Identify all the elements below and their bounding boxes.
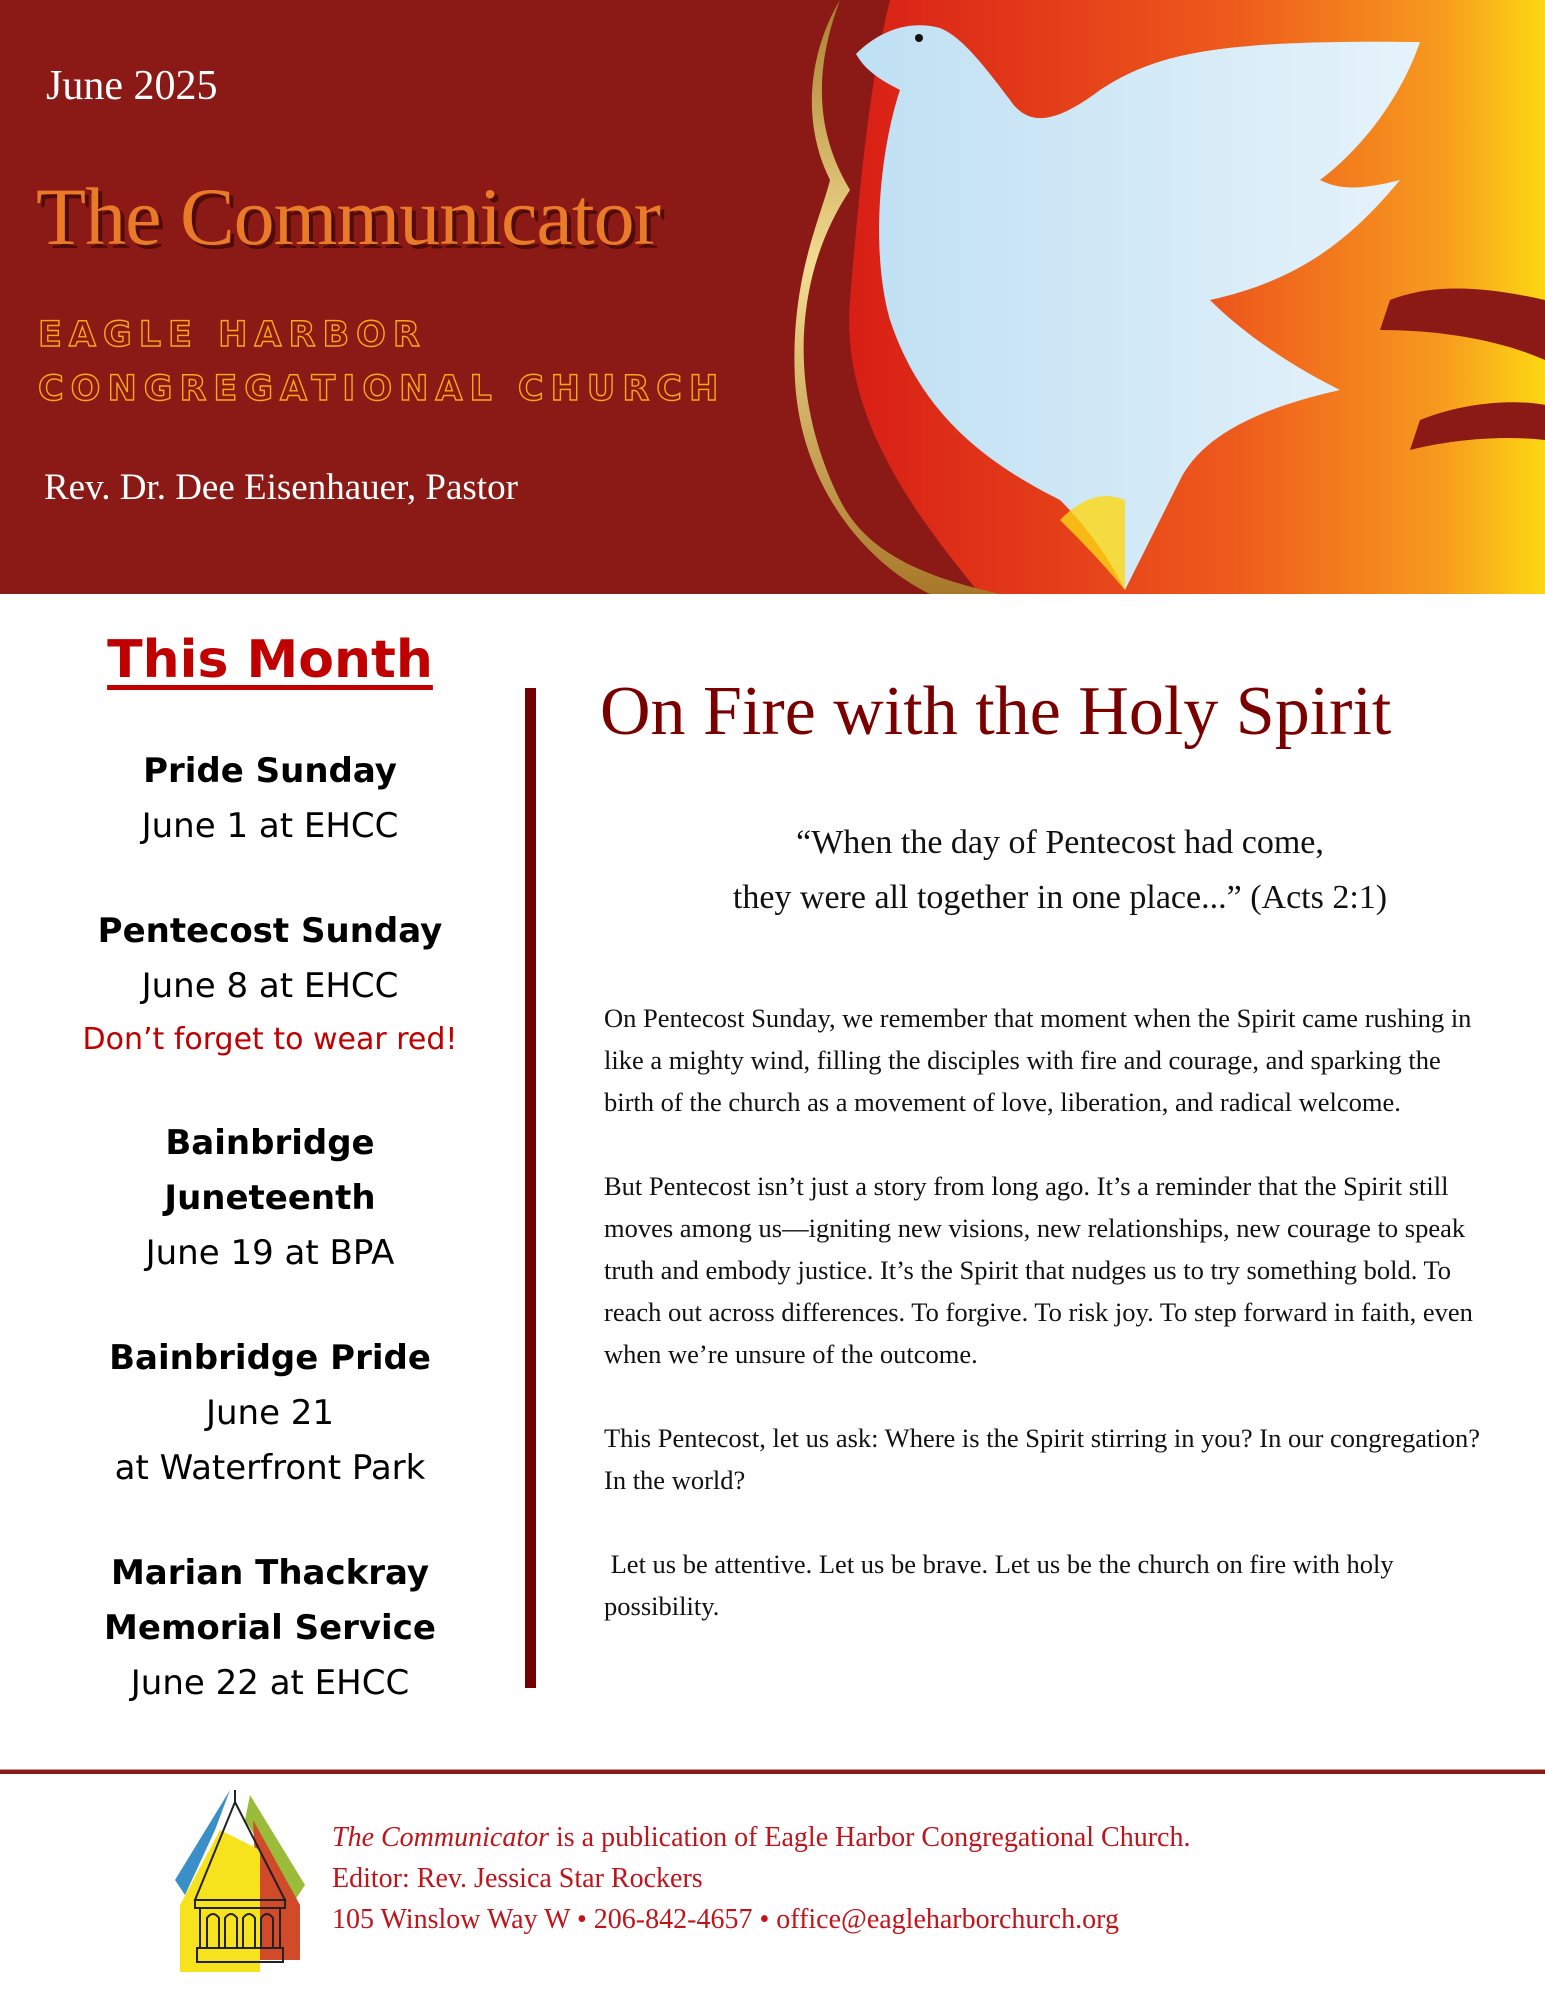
event-item (0, 1116, 540, 1281)
publication-info (332, 1817, 1190, 1940)
quote-line: they were all together in one place...” (Acts 2:1) (732, 879, 1388, 916)
event-detail: at Waterfront Park (114, 1448, 426, 1488)
this-month-column (0, 630, 540, 1761)
article-body (604, 997, 1494, 1669)
masthead-banner (0, 0, 1545, 594)
event-detail: June 19 at BPA (145, 1233, 395, 1273)
event-item (0, 744, 540, 854)
event-title: Bainbridge Pride (109, 1338, 431, 1378)
church-steeple-logo-icon (175, 1790, 305, 1972)
pastor-name: Rev. Dr. Dee Eisenhauer, Pastor (44, 467, 518, 508)
article-paragraph: But Pentecost isn’t just a story from long ago. It’s a reminder that the Spirit still moves among us—igniting new visions, new relationships, new courage to speak truth and embody justice. It’s the Spirit that nudges us to try something bold. To reach out across differences. To forgive. To risk joy. To step forward in faith, even when we’re unsure of the outcome. (604, 1171, 1473, 1369)
publication-name: The Communicator (332, 1822, 549, 1853)
footer-divider (0, 1769, 1545, 1774)
event-note: Don’t forget to wear red! (82, 1022, 458, 1057)
column-divider (525, 688, 536, 1688)
event-item (0, 1331, 540, 1496)
church-name (38, 308, 725, 416)
article-paragraph: On Pentecost Sunday, we remember that moment when the Spirit came rushing in like a mighty wind, filling the disciples with fire and courage, and sparking the birth of the church as a movement of love, liberation, and radical welcome. (604, 1003, 1472, 1117)
newsletter-title: The Communicator (36, 171, 660, 262)
event-title: Juneteenth (164, 1178, 376, 1218)
this-month-heading: This Month (107, 630, 433, 690)
church-name-line2: CONGREGATIONAL CHURCH (38, 369, 726, 409)
issue-date: June 2025 (46, 63, 218, 109)
contact-line: 105 Winslow Way W • 206-842-4657 • office@eagleharborchurch.org (332, 1904, 1119, 1935)
event-item (0, 1546, 540, 1711)
event-title: Memorial Service (104, 1608, 436, 1648)
event-item (0, 904, 540, 1066)
event-title: Bainbridge (165, 1123, 375, 1163)
event-detail: June 1 at EHCC (141, 806, 399, 846)
scripture-quote (600, 815, 1520, 925)
dove-and-flames-icon (780, 0, 1545, 594)
publication-statement (332, 1817, 1190, 1858)
event-detail: June 22 at EHCC (130, 1663, 410, 1703)
church-name-line1: EAGLE HARBOR (38, 315, 427, 355)
event-detail: June 8 at EHCC (141, 966, 399, 1006)
publication-description: is a publication of Eagle Harbor Congregational Church. (549, 1822, 1191, 1853)
event-title: Pride Sunday (143, 751, 397, 791)
event-detail: June 21 (205, 1393, 335, 1433)
article-title: On Fire with the Holy Spirit (600, 673, 1392, 750)
article-paragraph: Let us be attentive. Let us be brave. Let us be the church on fire with holy possibility. (604, 1549, 1401, 1621)
quote-line: “When the day of Pentecost had come, (796, 824, 1324, 861)
event-title: Pentecost Sunday (97, 911, 443, 951)
event-title: Marian Thackray (110, 1553, 430, 1593)
editor-line: Editor: Rev. Jessica Star Rockers (332, 1863, 703, 1894)
article-paragraph: This Pentecost, let us ask: Where is the Spirit stirring in you? In our congregation? In the world? (604, 1423, 1481, 1495)
